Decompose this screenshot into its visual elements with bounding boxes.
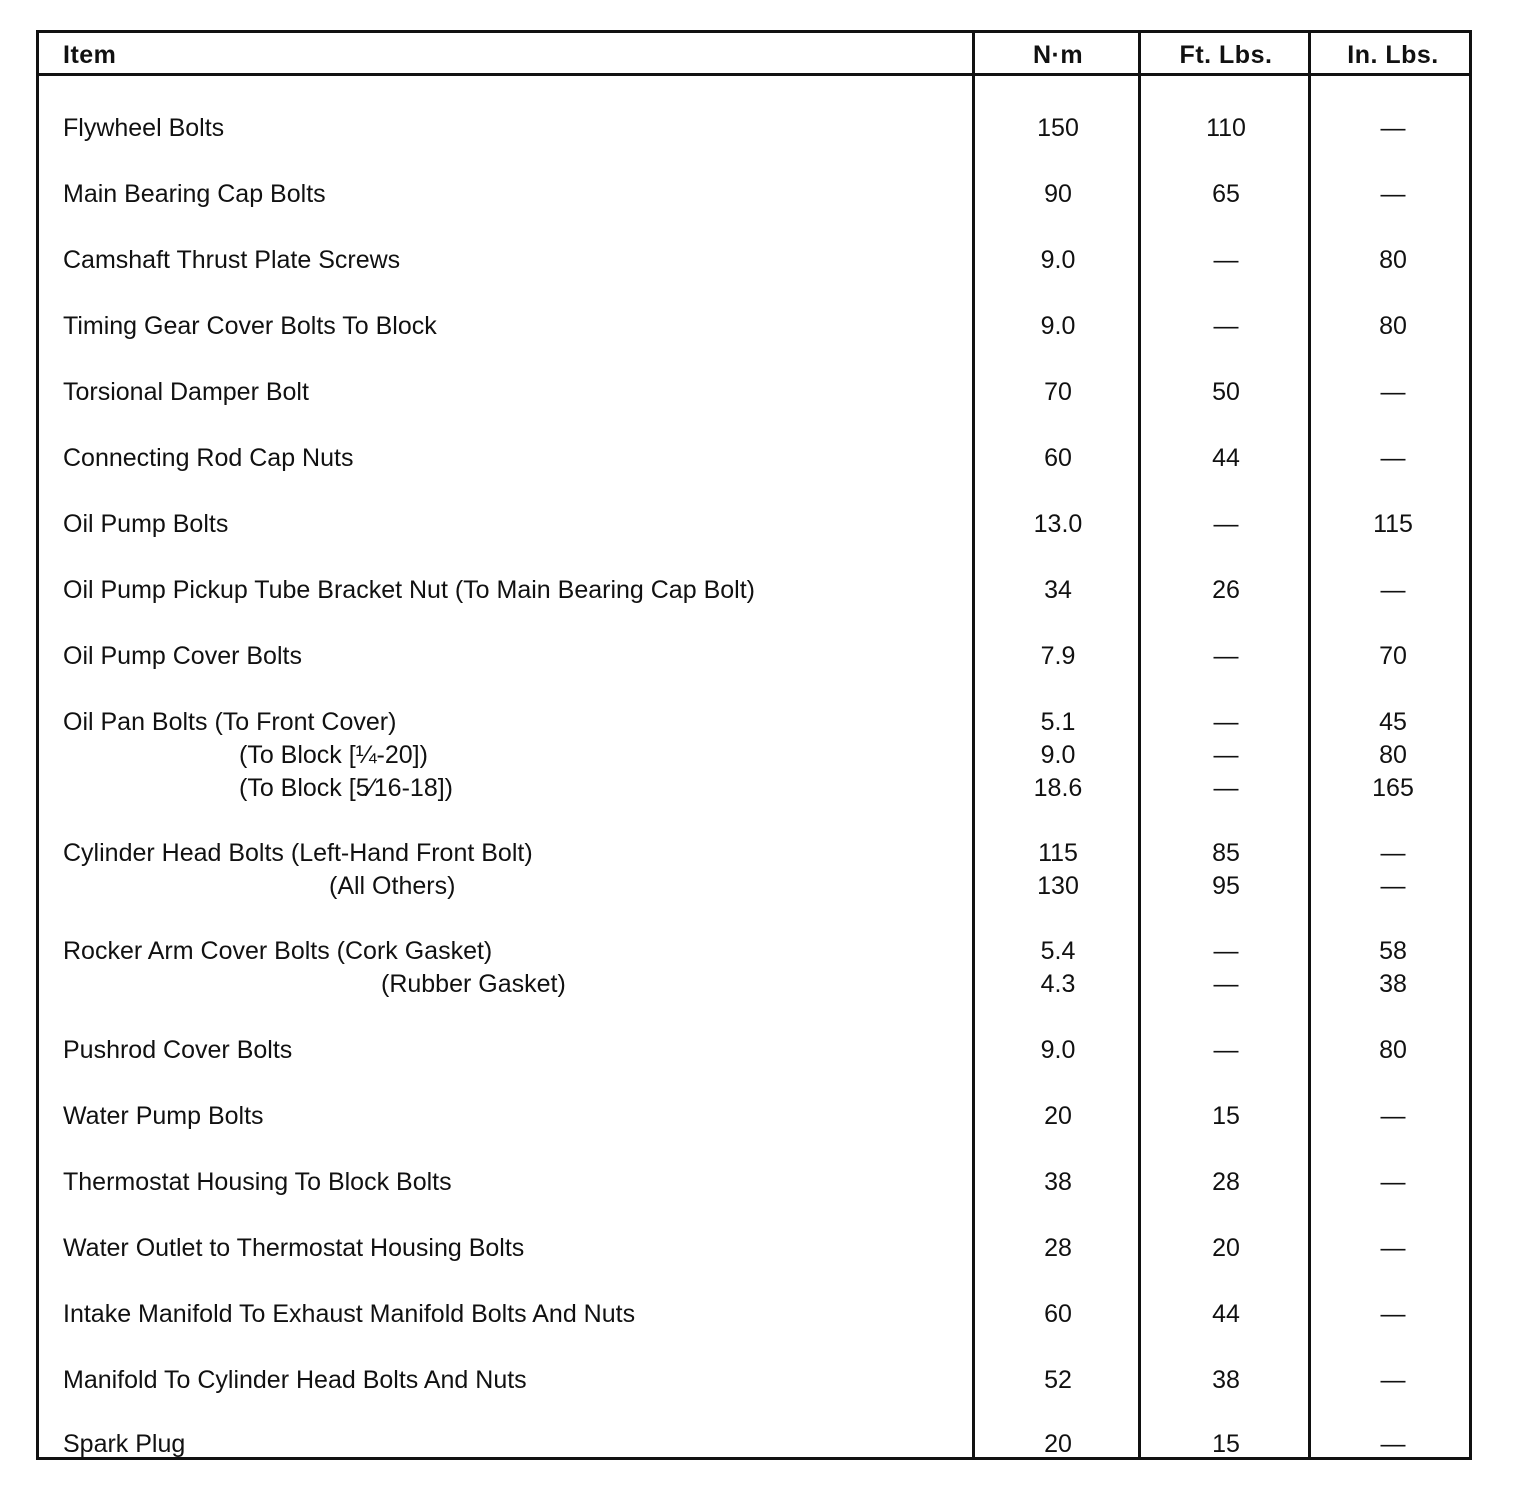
inlbs-cell: — (1380, 1102, 1406, 1130)
ftlbs-cell: 95 (1212, 872, 1240, 900)
inlbs-cell: 80 (1379, 1036, 1407, 1064)
inlbs-cell: — (1380, 1366, 1406, 1394)
nm-cell: 20 (1044, 1102, 1072, 1130)
table-row (39, 508, 1469, 541)
ftlbs-cell: 28 (1212, 1168, 1240, 1196)
ftlbs-cell: 44 (1212, 1300, 1240, 1328)
ftlbs-cell: 38 (1212, 1366, 1240, 1394)
nm-cell: 115 (1038, 839, 1078, 867)
ftlbs-cell: — (1213, 708, 1239, 736)
ftlbs-cell: — (1213, 642, 1239, 670)
item-cell: Flywheel Bolts (63, 114, 225, 142)
item-cell: Oil Pump Cover Bolts (63, 642, 302, 670)
inlbs-cell: 80 (1379, 246, 1407, 274)
header-item: Item (63, 41, 117, 69)
ftlbs-cell: 15 (1212, 1102, 1240, 1130)
nm-cell: 28 (1044, 1234, 1072, 1262)
table-row (39, 1428, 1469, 1461)
table-row (39, 1166, 1469, 1199)
inlbs-cell: 80 (1379, 312, 1407, 340)
table-row-line (39, 739, 1469, 772)
table-row-line (39, 178, 1469, 211)
inlbs-cell: — (1380, 1168, 1406, 1196)
table-row-line (39, 772, 1469, 805)
inlbs-cell: — (1380, 180, 1406, 208)
header-ftlbs: Ft. Lbs. (1179, 41, 1273, 69)
ftlbs-cell: 85 (1212, 839, 1240, 867)
item-cell: Main Bearing Cap Bolts (63, 180, 326, 208)
table-row-line (39, 706, 1469, 739)
inlbs-cell: 38 (1379, 970, 1407, 998)
inlbs-cell: 115 (1373, 510, 1413, 538)
item-cell: Timing Gear Cover Bolts To Block (63, 312, 437, 340)
nm-cell: 18.6 (1033, 774, 1083, 802)
item-cell: Oil Pan Bolts (To Front Cover) (63, 708, 397, 736)
header-divider (39, 73, 1469, 76)
table-row (39, 1034, 1469, 1067)
table-row (39, 935, 1469, 1001)
item-cell: Pushrod Cover Bolts (63, 1036, 293, 1064)
ftlbs-cell: — (1213, 312, 1239, 340)
nm-cell: 9.0 (1040, 246, 1076, 274)
item-cell: (To Block [5⁄16-18]) (239, 774, 453, 802)
item-cell: Manifold To Cylinder Head Bolts And Nuts (63, 1366, 527, 1394)
table-row (39, 112, 1469, 145)
nm-cell: 70 (1044, 378, 1072, 406)
item-cell: Camshaft Thrust Plate Screws (63, 246, 401, 274)
table-row-line (39, 376, 1469, 409)
nm-cell: 38 (1044, 1168, 1072, 1196)
table-row-line (39, 112, 1469, 145)
table-row (39, 1364, 1469, 1397)
item-cell: (To Block [¼-20]) (239, 741, 428, 769)
table-row-line (39, 574, 1469, 607)
table-row-line (39, 1298, 1469, 1331)
table-row-line (39, 1232, 1469, 1265)
table-row-line (39, 508, 1469, 541)
inlbs-cell: — (1380, 1300, 1406, 1328)
nm-cell: 20 (1044, 1430, 1072, 1458)
header-inlbs: In. Lbs. (1347, 41, 1439, 69)
inlbs-cell: — (1380, 839, 1406, 867)
nm-cell: 9.0 (1040, 312, 1076, 340)
table-row-line (39, 935, 1469, 968)
table-row-line (39, 310, 1469, 343)
item-cell: Water Outlet to Thermostat Housing Bolts (63, 1234, 525, 1262)
nm-cell: 130 (1037, 872, 1079, 900)
inlbs-cell: — (1380, 1234, 1406, 1262)
ftlbs-cell: — (1213, 970, 1239, 998)
item-cell: Cylinder Head Bolts (Left-Hand Front Bolt) (63, 839, 533, 867)
nm-cell: 34 (1044, 576, 1072, 604)
ftlbs-cell: 26 (1212, 576, 1240, 604)
ftlbs-cell: 20 (1212, 1234, 1240, 1262)
nm-cell: 150 (1037, 114, 1079, 142)
inlbs-cell: — (1380, 444, 1406, 472)
nm-cell: 9.0 (1040, 1036, 1076, 1064)
table-row (39, 244, 1469, 277)
table-row (39, 376, 1469, 409)
table-row (39, 640, 1469, 673)
table-row-line (39, 442, 1469, 475)
table-row (39, 442, 1469, 475)
table-row-line (39, 1364, 1469, 1397)
inlbs-cell: 58 (1379, 937, 1407, 965)
nm-cell: 5.4 (1040, 937, 1076, 965)
table-row-line (39, 870, 1469, 903)
nm-cell: 60 (1044, 1300, 1072, 1328)
item-cell: Thermostat Housing To Block Bolts (63, 1168, 452, 1196)
inlbs-cell: 45 (1379, 708, 1407, 736)
inlbs-cell: — (1380, 576, 1406, 604)
ftlbs-cell: — (1213, 246, 1239, 274)
ftlbs-cell: — (1213, 774, 1239, 802)
table-row (39, 1100, 1469, 1133)
table-row-line (39, 1100, 1469, 1133)
ftlbs-cell: 65 (1212, 180, 1240, 208)
nm-cell: 7.9 (1040, 642, 1076, 670)
inlbs-cell: — (1380, 378, 1406, 406)
item-cell: Connecting Rod Cap Nuts (63, 444, 354, 472)
table-row (39, 1232, 1469, 1265)
nm-cell: 4.3 (1040, 970, 1076, 998)
table-row-line (39, 640, 1469, 673)
item-cell: Rocker Arm Cover Bolts (Cork Gasket) (63, 937, 493, 965)
ftlbs-cell: — (1213, 741, 1239, 769)
inlbs-cell: 165 (1372, 774, 1414, 802)
nm-cell: 5.1 (1040, 708, 1076, 736)
ftlbs-cell: 50 (1212, 378, 1240, 406)
table-row (39, 574, 1469, 607)
header-nm: N·m (1032, 41, 1084, 69)
table-row-line (39, 837, 1469, 870)
ftlbs-cell: — (1213, 1036, 1239, 1064)
inlbs-cell: — (1380, 1430, 1406, 1458)
inlbs-cell: — (1380, 872, 1406, 900)
inlbs-cell: — (1380, 114, 1406, 142)
table-row-line (39, 968, 1469, 1001)
table-row-line (39, 244, 1469, 277)
item-cell: (Rubber Gasket) (381, 970, 566, 998)
item-cell: (All Others) (329, 872, 456, 900)
table-row-line (39, 1428, 1469, 1461)
nm-cell: 60 (1044, 444, 1072, 472)
table-row-line (39, 1166, 1469, 1199)
ftlbs-cell: — (1213, 937, 1239, 965)
nm-cell: 9.0 (1040, 741, 1076, 769)
table-row (39, 837, 1469, 903)
inlbs-cell: 80 (1379, 741, 1407, 769)
item-cell: Spark Plug (63, 1430, 186, 1458)
ftlbs-cell: — (1213, 510, 1239, 538)
table-row (39, 178, 1469, 211)
ftlbs-cell: 44 (1212, 444, 1240, 472)
table-row (39, 1298, 1469, 1331)
ftlbs-cell: 110 (1206, 114, 1246, 142)
item-cell: Water Pump Bolts (63, 1102, 264, 1130)
nm-cell: 13.0 (1033, 510, 1083, 538)
inlbs-cell: 70 (1379, 642, 1407, 670)
item-cell: Torsional Damper Bolt (63, 378, 309, 406)
table-row-line (39, 1034, 1469, 1067)
item-cell: Oil Pump Pickup Tube Bracket Nut (To Main Bearing Cap Bolt) (63, 576, 755, 604)
nm-cell: 52 (1044, 1366, 1072, 1394)
item-cell: Oil Pump Bolts (63, 510, 229, 538)
torque-spec-table (36, 30, 1472, 1460)
table-row (39, 310, 1469, 343)
table-row (39, 706, 1469, 805)
item-cell: Intake Manifold To Exhaust Manifold Bolts And Nuts (63, 1300, 636, 1328)
ftlbs-cell: 15 (1212, 1430, 1240, 1458)
nm-cell: 90 (1044, 180, 1072, 208)
